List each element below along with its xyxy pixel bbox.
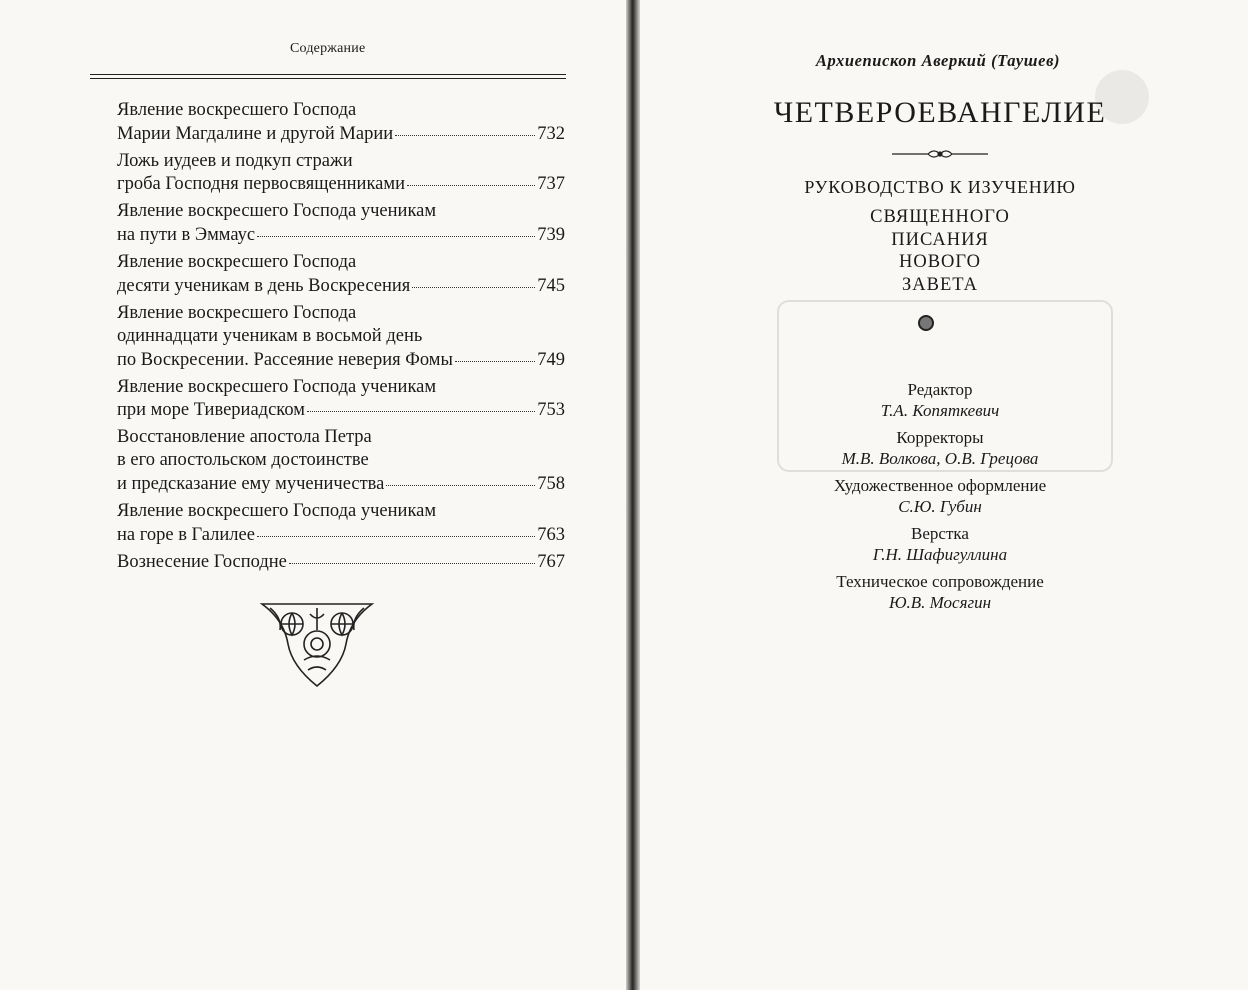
toc-page-number: 758 bbox=[537, 474, 565, 495]
flourish-icon bbox=[890, 146, 990, 162]
bleed-through-page-number bbox=[245, 906, 250, 922]
credit-role: Техническое сопровождение bbox=[836, 572, 1044, 591]
subtitle-line: ПИСАНИЯ bbox=[891, 229, 989, 250]
toc-page-number: 737 bbox=[537, 174, 565, 195]
toc-entry-last-line bbox=[117, 472, 565, 496]
toc-leader-dots bbox=[412, 271, 535, 288]
toc-leader-dots bbox=[455, 345, 535, 362]
toc-entry-line: Явление воскресшего Господа bbox=[117, 100, 357, 120]
toc-entry-line: Явление воскресшего Господа ученикам bbox=[117, 376, 437, 397]
header-rule-thin bbox=[90, 78, 566, 79]
subtitle-lines bbox=[790, 206, 1090, 296]
subtitle-line: СВЯЩЕННОГО bbox=[870, 207, 1010, 227]
toc-entry bbox=[117, 200, 565, 247]
toc-page-number: 732 bbox=[537, 123, 565, 144]
toc-entry-text: Марии Магдалине и другой Марии bbox=[117, 123, 394, 144]
toc-entry-text: и предсказание ему мученичества bbox=[117, 474, 385, 495]
credit-name: Ю.В. Мосягин bbox=[888, 593, 992, 612]
toc-entry-text: Вознесение Господне bbox=[117, 552, 287, 573]
toc-entry bbox=[117, 426, 565, 496]
toc-entry-last-line bbox=[117, 173, 565, 197]
credit-role: Художественное оформление bbox=[833, 476, 1047, 495]
toc-leader-dots bbox=[386, 469, 535, 486]
toc-entry-last-line bbox=[117, 523, 565, 547]
toc-entry-line: Явление воскресшего Господа ученикам bbox=[117, 501, 437, 522]
running-head: Содержание bbox=[290, 41, 366, 56]
toc-entry-text: по Воскресении. Рассеяние неверия Фомы bbox=[117, 349, 453, 370]
toc-entry-last-line bbox=[117, 223, 565, 247]
bullet-dot-icon bbox=[918, 315, 934, 331]
subtitle-line: ЗАВЕТА bbox=[901, 274, 978, 295]
toc-page-number: 745 bbox=[537, 275, 565, 296]
book-title: ЧЕТВЕРОЕВАНГЕЛИЕ bbox=[773, 96, 1107, 129]
credit-block bbox=[760, 475, 1120, 518]
toc-entry-last-line bbox=[117, 274, 565, 298]
toc-entry bbox=[117, 150, 565, 197]
toc-entry-text: при море Тивериадском bbox=[117, 400, 305, 421]
book-subtitle: РУКОВОДСТВО К ИЗУЧЕНИЮ bbox=[804, 177, 1076, 197]
toc-entry-line: одиннадцати ученикам в восьмой день bbox=[117, 325, 423, 346]
toc-entry bbox=[117, 551, 565, 575]
credit-role: Редактор bbox=[907, 380, 973, 399]
toc-entry-line: Восстановление апостола Петра bbox=[117, 427, 372, 448]
toc-leader-dots bbox=[407, 170, 535, 187]
credit-block bbox=[760, 523, 1120, 566]
credit-name: Г.Н. Шафигуллина bbox=[872, 545, 1008, 564]
credit-name: М.В. Волкова, О.В. Грецова bbox=[841, 449, 1039, 468]
toc-entry-text: гроба Господня первосвященниками bbox=[117, 174, 405, 195]
toc-entry bbox=[117, 302, 565, 372]
toc-entry-line: Явление воскресшего Господа ученикам bbox=[117, 201, 437, 222]
floral-ornament-icon bbox=[258, 600, 376, 688]
toc-page-number: 753 bbox=[537, 400, 565, 421]
toc-page-number: 763 bbox=[537, 524, 565, 545]
credit-name: С.Ю. Губин bbox=[898, 497, 982, 516]
table-of-contents bbox=[117, 99, 565, 578]
book-spine bbox=[626, 0, 640, 990]
credit-block bbox=[760, 379, 1120, 422]
credit-role: Корректоры bbox=[896, 428, 984, 447]
toc-page-number: 739 bbox=[537, 225, 565, 246]
toc-leader-dots bbox=[289, 548, 535, 565]
toc-entry-last-line bbox=[117, 122, 565, 146]
credit-block bbox=[760, 571, 1120, 614]
toc-entry-last-line bbox=[117, 551, 565, 575]
credit-block bbox=[760, 427, 1120, 470]
subtitle-line: НОВОГО bbox=[898, 252, 981, 272]
toc-entry bbox=[117, 376, 565, 423]
toc-leader-dots bbox=[307, 396, 535, 413]
author-line: Архиепископ Аверкий (Таушев) bbox=[815, 51, 1061, 70]
toc-leader-dots bbox=[257, 520, 535, 537]
credits-list bbox=[760, 379, 1120, 619]
toc-entry-last-line bbox=[117, 399, 565, 423]
toc-page-number: 767 bbox=[537, 552, 565, 573]
toc-entry-line: Явление воскресшего Господа bbox=[117, 302, 357, 323]
toc-page-number: 749 bbox=[537, 349, 565, 370]
toc-entry-line: Ложь иудеев и подкуп стражи bbox=[117, 150, 353, 171]
toc-entry bbox=[117, 251, 565, 298]
credit-name: Т.А. Копяткевич bbox=[880, 401, 1000, 420]
credit-role: Верстка bbox=[911, 524, 969, 543]
toc-entry-text: десяти ученикам в день Воскресения bbox=[117, 275, 411, 296]
toc-leader-dots bbox=[257, 220, 535, 237]
bleed-through-text bbox=[260, 60, 264, 78]
right-page bbox=[640, 0, 1248, 990]
toc-entry-text: на пути в Эммаус bbox=[117, 225, 256, 246]
toc-entry-text: на горе в Галилее bbox=[117, 524, 255, 545]
header-rule bbox=[90, 74, 566, 75]
toc-leader-dots bbox=[395, 119, 535, 136]
toc-entry-last-line bbox=[117, 348, 565, 372]
toc-entry bbox=[117, 99, 565, 146]
toc-entry bbox=[117, 500, 565, 547]
toc-entry-line: Явление воскресшего Господа bbox=[117, 252, 357, 273]
toc-entry-line: в его апостольском достоинстве bbox=[117, 450, 369, 471]
